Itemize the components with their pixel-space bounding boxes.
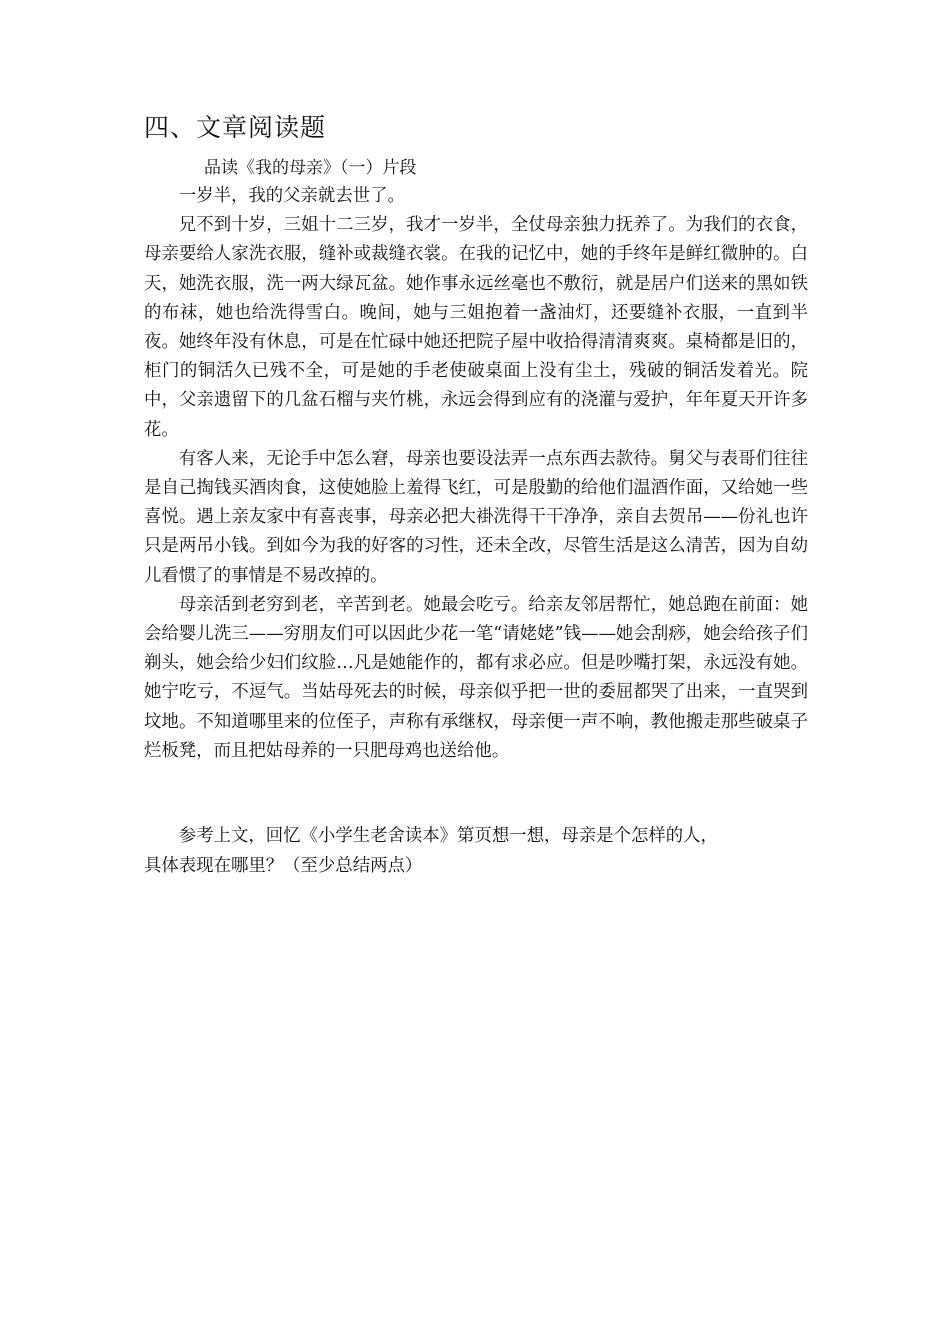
passage-paragraph-2: 兄不到十岁，三姐十二三岁，我才一岁半，全仗母亲独力抚养了。为我们的衣食，母亲要给人家洗衣服，缝补或裁缝衣裳。在我的记忆中，她的手终年是鲜红微肿的。白天，她洗衣服，洗一两大绿瓦盆。她作事永远丝毫也不敷衍，就是居户们送来的黑如铁的布袜，她也给洗得雪白。晚间，她与三姐抱着一盏油灯，还要缝补衣服，一直到半夜。她终年没有休息，可是在忙碌中她还把院子屋中收拾得清清爽爽。桌椅都是旧的，柜门的铜活久已残不全，可是她的手老使破桌面上没有尘土，残破的铜活发着光。院中，父亲遗留下的几盆石榴与夹竹桃，永远会得到应有的浇灌与爱护，年年夏天开许多花。	[144, 215, 808, 440]
reading-question	[144, 822, 808, 881]
question-line-1: 参考上文，回忆《小学生老舍读本》第页想一想，母亲是个怎样的人，	[178, 826, 718, 846]
passage-paragraph-3: 有客人来，无论手中怎么窘，母亲也要设法弄一点东西去款待。舅父与表哥们往往是自己掏钱买酒肉食，这使她脸上羞得飞红，可是殷勤的给他们温酒作面，又给她一些喜悦。遇上亲友家中有喜丧事，母亲必把大褂洗得干干净净，亲自去贺吊——份礼也许只是两吊小钱。到如今为我的好客的习性，还未全改，尽管生活是这么清苦，因为自幼儿看惯了的事情是不易改掉的。	[144, 448, 808, 586]
section-title: 四、文章阅读题	[144, 113, 327, 142]
reading-passage	[144, 182, 808, 766]
passage-paragraph-4: 母亲活到老穷到老，辛苦到老。她最会吃亏。给亲友邻居帮忙，她总跑在前面：她会给婴儿洗三——穷朋友们可以因此少花一笔“请姥姥”钱——她会刮痧，她会给孩子们剃头，她会给少妇们纹脸…凡是她能作的，都有求必应。但是吵嘴打架，永远没有她。她宁吃亏，不逗气。当姑母死去的时候，母亲似乎把一世的委屈都哭了出来，一直哭到坟地。不知道哪里来的位侄子，声称有承继权，母亲便一声不响，教他搬走那些破桌子烂板凳，而且把姑母养的一只肥母鸡也送给他。	[144, 594, 808, 761]
question-line-2: 具体表现在哪里？（至少总结两点）	[144, 855, 423, 876]
passage-paragraph-1: 一岁半，我的父亲就去世了。	[178, 186, 405, 206]
passage-subtitle: 品读《我的母亲》（一）片段	[204, 158, 417, 178]
